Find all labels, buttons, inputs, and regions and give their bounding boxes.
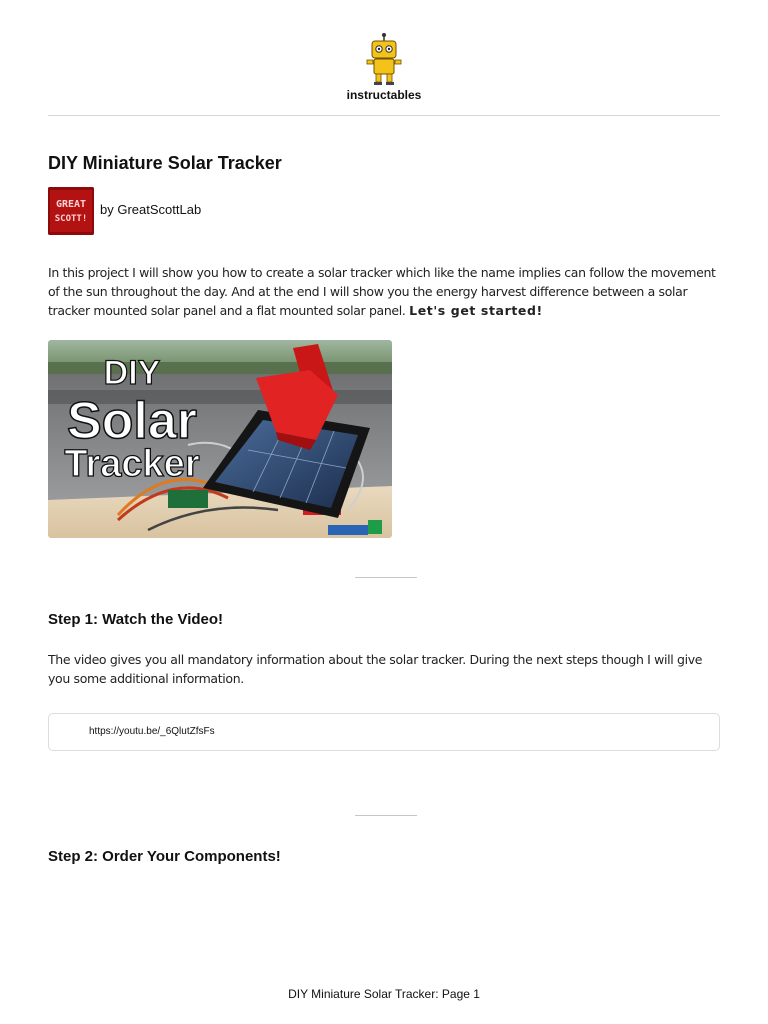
hero-image bbox=[48, 340, 392, 538]
author-byline[interactable]: by GreatScottLab bbox=[100, 202, 202, 217]
site-brand[interactable]: instructables bbox=[346, 88, 422, 102]
hero-line-3: Tracker bbox=[64, 443, 200, 485]
video-link[interactable]: https://youtu.be/_6QlutZfsFs bbox=[89, 726, 215, 737]
page-header bbox=[0, 0, 768, 116]
avatar-line-2: SCOTT! bbox=[54, 214, 88, 224]
step-2-title: Step 2: Order Your Components! bbox=[48, 848, 281, 865]
section-divider bbox=[355, 577, 417, 578]
section-divider bbox=[355, 815, 417, 816]
step-1-title: Step 1: Watch the Video! bbox=[48, 611, 224, 628]
page-title: DIY Miniature Solar Tracker bbox=[48, 153, 282, 173]
step-1-text: The video gives you all mandatory information about the solar tracker. During the next steps though I will give you some additional information. bbox=[48, 652, 703, 686]
avatar-line-1: GREAT bbox=[55, 199, 87, 210]
header-divider bbox=[48, 115, 720, 116]
robot-mascot-icon bbox=[363, 32, 405, 86]
intro-text: In this project I will show you how to create a solar tracker which like the name implies can follow the movement of the sun throughout the day. And at the end I will show you the energy harvest difference between a solar tracker mounted solar panel and a flat mounted solar panel. bbox=[48, 265, 716, 318]
author-avatar[interactable] bbox=[48, 187, 94, 235]
intro-bold-text: Let's get started! bbox=[409, 303, 543, 318]
avatar-image bbox=[48, 187, 94, 235]
page-footer: DIY Miniature Solar Tracker: Page 1 bbox=[288, 987, 480, 1001]
intro-paragraph bbox=[48, 263, 724, 320]
video-embed[interactable] bbox=[48, 713, 720, 751]
hero-line-1: DIY bbox=[103, 354, 161, 392]
hero-line-2: Solar bbox=[66, 392, 198, 450]
